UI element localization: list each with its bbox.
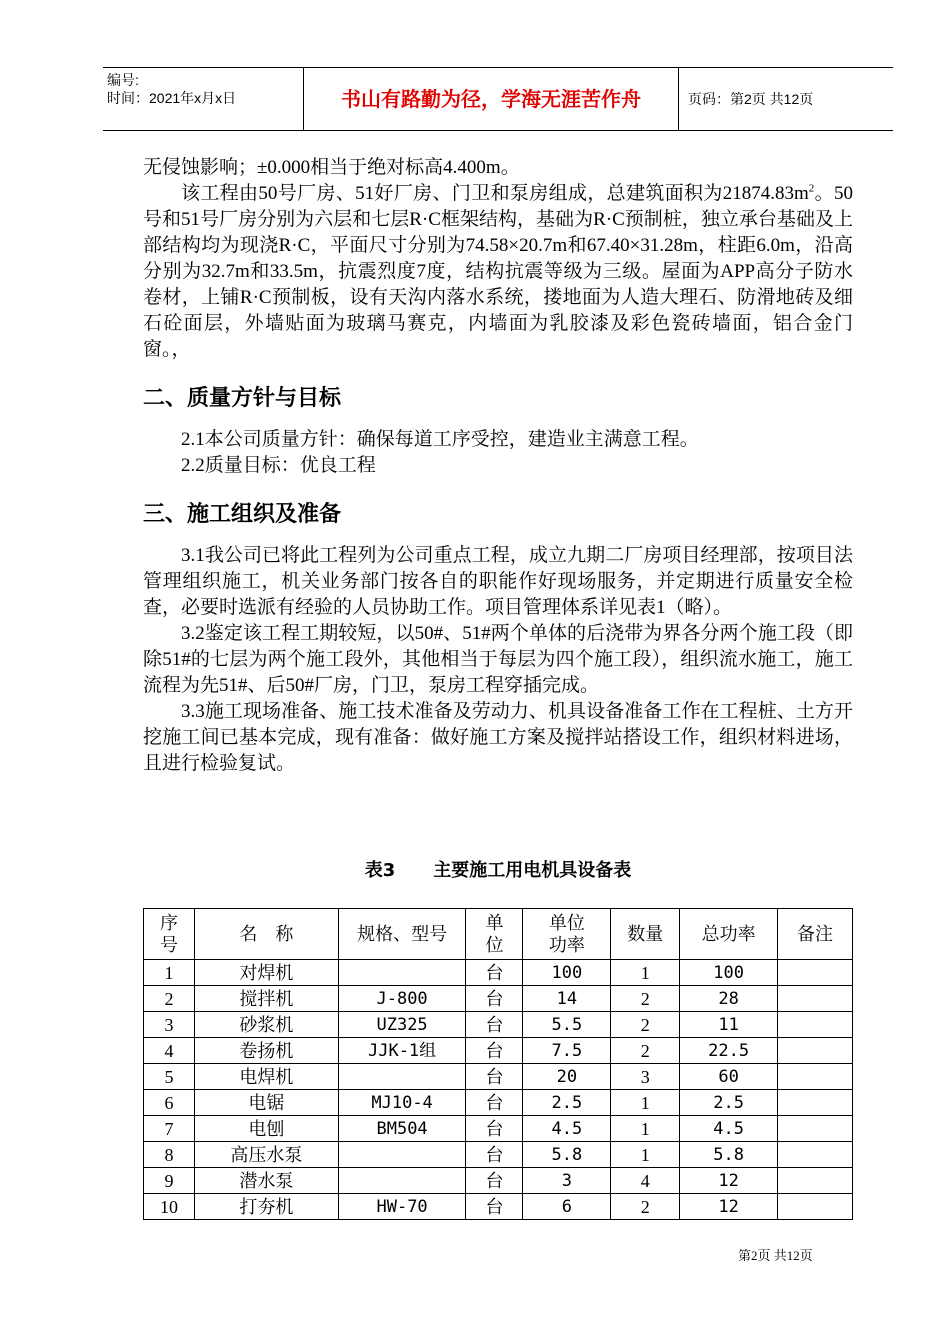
cell-total: 12 — [680, 1168, 778, 1194]
cell-note — [778, 986, 853, 1012]
cell-name: 高压水泵 — [194, 1142, 338, 1168]
cell-note — [778, 1194, 853, 1220]
equipment-table — [143, 908, 853, 1220]
cell-power: 20 — [523, 1064, 611, 1090]
number-label: 编号: — [107, 72, 139, 88]
cell-note — [778, 1012, 853, 1038]
cell-note — [778, 1090, 853, 1116]
cell-qty: 2 — [611, 1012, 680, 1038]
cell-name: 卷扬机 — [194, 1038, 338, 1064]
paragraph-3-3: 3.3施工现场准备、施工技术准备及劳动力、机具设备准备工作在工程桩、土方开挖施工间已基本完成，现有准备：做好施工方案及搅拌站搭设工作，组织材料进场，且进行检验复试。 — [143, 701, 853, 774]
header-qty: 数量 — [611, 909, 680, 960]
cell-total: 12 — [680, 1194, 778, 1220]
cell-spec: BM504 — [338, 1116, 466, 1142]
cell-name: 对焊机 — [194, 960, 338, 986]
cell-spec — [338, 1142, 466, 1168]
table-row — [144, 986, 853, 1012]
cell-total: 4.5 — [680, 1116, 778, 1142]
cell-qty: 2 — [611, 986, 680, 1012]
cell-qty: 1 — [611, 1142, 680, 1168]
table-row — [144, 1064, 853, 1090]
cell-power: 5.5 — [523, 1012, 611, 1038]
area-superscript: 2 — [808, 182, 815, 195]
paragraph-overview-a: 该工程由50号厂房、51好厂房、门卫和泵房组成，总建筑面积为21874.83m — [181, 183, 809, 204]
cell-seq: 10 — [144, 1194, 195, 1220]
cell-spec: HW-70 — [338, 1194, 466, 1220]
cell-power: 6 — [523, 1194, 611, 1220]
cell-qty: 1 — [611, 960, 680, 986]
table-caption-number: 表3 — [364, 860, 396, 881]
section-heading-quality: 二、质量方针与目标 — [143, 386, 342, 411]
cell-spec: J-800 — [338, 986, 466, 1012]
cell-seq: 4 — [144, 1038, 195, 1064]
cell-unit: 台 — [466, 1168, 523, 1194]
cell-unit: 台 — [466, 960, 523, 986]
cell-name: 搅拌机 — [194, 986, 338, 1012]
cell-seq: 7 — [144, 1116, 195, 1142]
table-header-row — [144, 909, 853, 960]
cell-qty: 1 — [611, 1116, 680, 1142]
cell-total: 22.5 — [680, 1038, 778, 1064]
table-row — [144, 1168, 853, 1194]
cell-spec — [338, 960, 466, 986]
header-unit: 单位 — [466, 909, 523, 960]
table-row — [144, 1038, 853, 1064]
document-body — [143, 155, 853, 777]
section-heading-organization: 三、施工组织及准备 — [143, 502, 342, 527]
page-footer: 第2页 共12页 — [738, 1248, 813, 1263]
paragraph-2-2: 2.2质量目标：优良工程 — [181, 455, 376, 476]
cell-power: 4.5 — [523, 1116, 611, 1142]
cell-power: 14 — [523, 986, 611, 1012]
header-spec: 规格、型号 — [338, 909, 466, 960]
cell-name: 砂浆机 — [194, 1012, 338, 1038]
cell-seq: 5 — [144, 1064, 195, 1090]
cell-unit: 台 — [466, 1038, 523, 1064]
cell-name: 打夯机 — [194, 1194, 338, 1220]
cell-spec — [338, 1064, 466, 1090]
cell-note — [778, 1038, 853, 1064]
table-row — [144, 1142, 853, 1168]
cell-spec: UZ325 — [338, 1012, 466, 1038]
cell-seq: 2 — [144, 986, 195, 1012]
header-total: 总功率 — [680, 909, 778, 960]
cell-total: 2.5 — [680, 1090, 778, 1116]
cell-seq: 9 — [144, 1168, 195, 1194]
cell-unit: 台 — [466, 1142, 523, 1168]
table-row — [144, 960, 853, 986]
page-header — [103, 67, 893, 131]
table-row — [144, 1090, 853, 1116]
cell-spec: JJK-1组 — [338, 1038, 466, 1064]
paragraph-2-1: 2.1本公司质量方针：确保每道工序受控，建造业主满意工程。 — [181, 429, 699, 450]
header-page-label: 页码：第2页 共12页 — [688, 91, 814, 107]
cell-power: 3 — [523, 1168, 611, 1194]
cell-note — [778, 1168, 853, 1194]
cell-qty: 2 — [611, 1038, 680, 1064]
cell-spec — [338, 1168, 466, 1194]
header-motto: 书山有路勤为径，学海无涯苦作舟 — [303, 68, 679, 130]
header-meta — [103, 68, 303, 130]
cell-total: 28 — [680, 986, 778, 1012]
table-row — [144, 1012, 853, 1038]
cell-total: 5.8 — [680, 1142, 778, 1168]
cell-name: 电焊机 — [194, 1064, 338, 1090]
cell-unit: 台 — [466, 986, 523, 1012]
paragraph-overview — [143, 181, 853, 363]
cell-seq: 6 — [144, 1090, 195, 1116]
table-row — [144, 1116, 853, 1142]
paragraph-3-1: 3.1我公司已将此工程列为公司重点工程，成立九期二厂房项目经理部，按项目法管理组织施工，机关业务部门按各自的职能作好现场服务，并定期进行质量安全检查，必要时选派有经验的人员协助工作。项目管理体系详见表1（略）。 — [143, 545, 853, 618]
cell-qty: 3 — [611, 1064, 680, 1090]
cell-total: 60 — [680, 1064, 778, 1090]
paragraph-overview-b: 。50号和51号厂房分别为六层和七层R·C框架结构，基础为R·C预制桩，独立承台基础及上部结构均为现浇R·C，平面尺寸分别为74.58×20.7m和67.40×31.28m，柱距6.0m，沿高分别为32.7m和33.5m，抗震烈度7度，结构抗震等级为三级。屋面为APP高分子防水卷材，上铺R·C预制板，设有天沟内落水系统，搂地面为人造大理石、防滑地砖及细石砼面层，外墙贴面为玻璃马赛克，内墙面为乳胶漆及彩色瓷砖墙面，铝合金门窗。， — [143, 183, 853, 360]
header-note: 备注 — [778, 909, 853, 960]
time-label: 时间：2021年x月x日 — [107, 90, 237, 106]
cell-name: 电锯 — [194, 1090, 338, 1116]
cell-power: 7.5 — [523, 1038, 611, 1064]
cell-unit: 台 — [466, 1012, 523, 1038]
cell-name: 潜水泵 — [194, 1168, 338, 1194]
table-caption — [143, 858, 853, 884]
cell-total: 11 — [680, 1012, 778, 1038]
cell-seq: 3 — [144, 1012, 195, 1038]
cell-power: 5.8 — [523, 1142, 611, 1168]
header-name: 名 称 — [194, 909, 338, 960]
paragraph-intro: 无侵蚀影响；±0.000相当于绝对标高4.400m。 — [143, 157, 520, 178]
header-unit-power: 单位功率 — [523, 909, 611, 960]
cell-qty: 4 — [611, 1168, 680, 1194]
cell-power: 100 — [523, 960, 611, 986]
table-row — [144, 1194, 853, 1220]
cell-seq: 8 — [144, 1142, 195, 1168]
cell-unit: 台 — [466, 1194, 523, 1220]
cell-note — [778, 1142, 853, 1168]
cell-power: 2.5 — [523, 1090, 611, 1116]
cell-qty: 1 — [611, 1090, 680, 1116]
header-seq: 序号 — [144, 909, 195, 960]
paragraph-3-2: 3.2鉴定该工程工期较短，以50#、51#两个单体的后浇带为界各分两个施工段（即除51#的七层为两个施工段外，其他相当于每层为四个施工段），组织流水施工，施工流程为先51#、后50#厂房，门卫，泵房工程穿插完成。 — [143, 623, 853, 696]
cell-qty: 2 — [611, 1194, 680, 1220]
cell-spec: MJ10-4 — [338, 1090, 466, 1116]
cell-note — [778, 1116, 853, 1142]
cell-unit: 台 — [466, 1116, 523, 1142]
cell-note — [778, 960, 853, 986]
cell-name: 电刨 — [194, 1116, 338, 1142]
cell-unit: 台 — [466, 1090, 523, 1116]
cell-unit: 台 — [466, 1064, 523, 1090]
cell-total: 100 — [680, 960, 778, 986]
cell-note — [778, 1064, 853, 1090]
table-caption-title: 主要施工用电机具设备表 — [433, 860, 632, 881]
cell-seq: 1 — [144, 960, 195, 986]
